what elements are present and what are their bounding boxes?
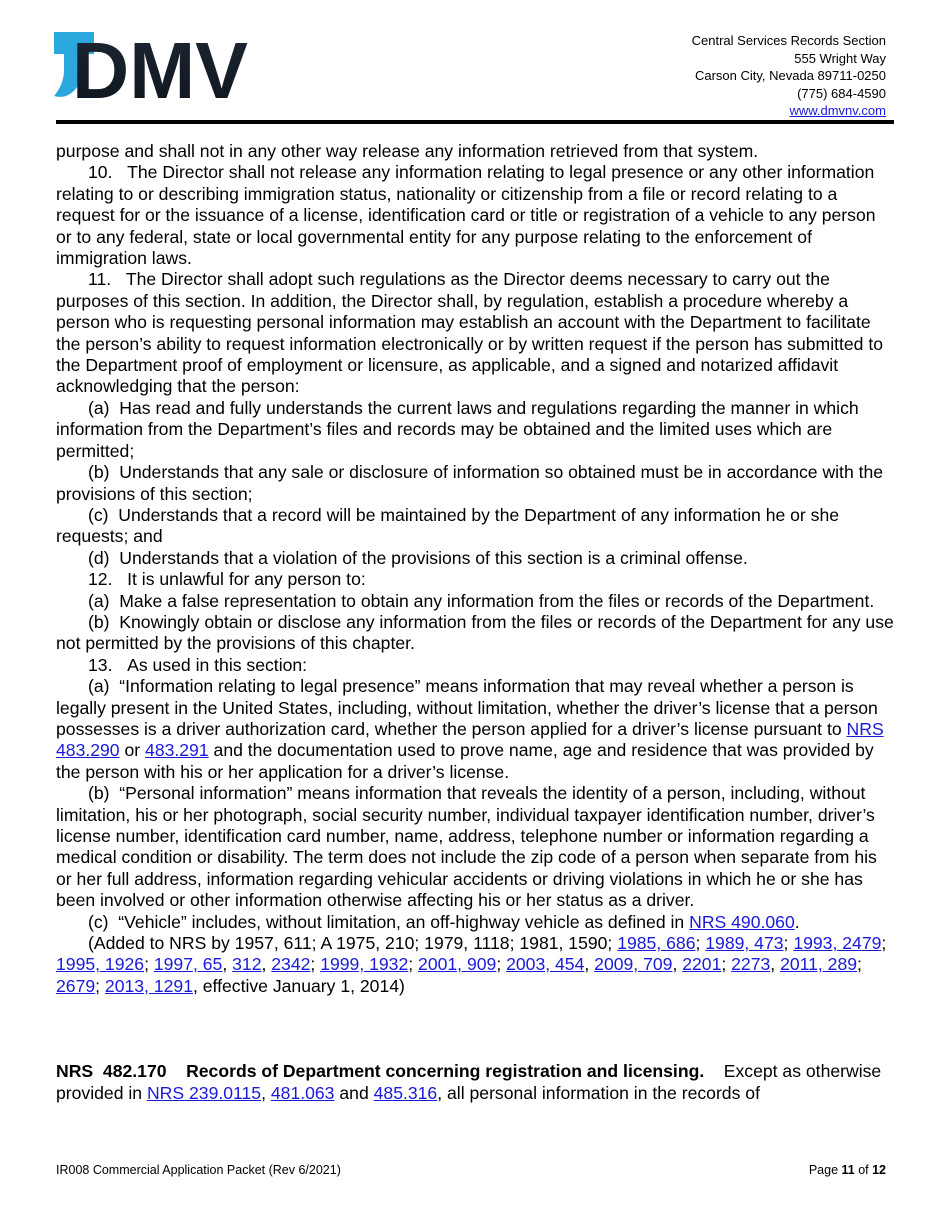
citation-separator: ; <box>857 954 862 975</box>
current-page: 11 <box>841 1163 855 1177</box>
history-note <box>56 933 894 997</box>
text-run: (Added to NRS by 1957, 611; A 1975, 210; 1979, 1118; 1981, 1590; <box>88 933 618 954</box>
text-run: (a) “Information relating to legal presence” means information that may reveal whether a person is legally present in the United States, including, without limitation, whether the driver’s license that a person possesses is a driver authorization card, whether the person applied for a driver’s license pursuant to <box>56 676 878 739</box>
contact-block <box>692 32 886 120</box>
section-heading: NRS 482.170 Records of Department concerning registration and licensing. <box>56 1061 705 1082</box>
text-run: or <box>119 740 146 761</box>
citation-separator: ; <box>310 954 321 975</box>
history-citation-link[interactable]: 2342 <box>271 954 311 975</box>
history-citation-link[interactable]: 312 <box>232 954 262 975</box>
citation-separator: ; <box>95 975 105 996</box>
contact-street: 555 Wright Way <box>794 50 886 66</box>
dmv-logo <box>50 30 250 102</box>
header-rule <box>56 120 894 124</box>
text-run: , effective January 1, 2014) <box>192 975 405 996</box>
citation-separator: ; <box>695 933 706 954</box>
citation-separator: ; <box>783 933 794 954</box>
page-number <box>809 1163 886 1177</box>
nrs-483-290-link[interactable]: NRS 483.290 <box>56 718 884 761</box>
subsection-12a: (a) Make a false representation to obtain any information from the files or records of the Department. <box>88 590 875 611</box>
website-link[interactable]: www.dmvnv.com <box>789 103 886 119</box>
history-citation-link[interactable]: 1985, 686 <box>617 933 696 954</box>
total-pages: 12 <box>872 1163 886 1177</box>
citation-separator: , <box>770 954 781 975</box>
nrs-485-316-link[interactable]: 485.316 <box>373 1082 438 1103</box>
page-footer <box>56 1163 886 1177</box>
history-citation-link[interactable]: 2001, 909 <box>418 954 497 975</box>
history-citation-link[interactable]: 2273 <box>731 954 771 975</box>
page-header <box>0 0 950 125</box>
text-run: (c) “Vehicle” includes, without limitation, an off-highway vehicle as defined in <box>88 911 690 932</box>
subsection-13a <box>56 676 894 783</box>
text-run: , all personal information in the records of <box>437 1082 760 1103</box>
history-citation-link[interactable]: 1999, 1932 <box>320 954 409 975</box>
logo-text: DMV <box>72 30 248 102</box>
subsection-12b: (b) Knowingly obtain or disclose any information from the files or records of the Department for any use not permitted by the provisions of this chapter. <box>56 611 894 654</box>
subsection-12: 12. It is unlawful for any person to: <box>88 569 366 590</box>
history-citation-link[interactable]: 2679 <box>56 975 96 996</box>
nrs-490-060-link[interactable]: NRS 490.060 <box>689 911 795 932</box>
history-citation-link[interactable]: 1993, 2479 <box>793 933 882 954</box>
history-citation-link[interactable]: 1989, 473 <box>705 933 784 954</box>
subsection-11b: (b) Understands that any sale or disclosure of information so obtained must be in accordance with the provisions of this section; <box>56 462 884 504</box>
citation-separator: ; <box>881 933 887 954</box>
subsection-13c <box>56 912 894 933</box>
paragraph-continued: purpose and shall not in any other way release any information retrieved from that system. <box>56 141 759 161</box>
citation-separator: ; <box>144 954 154 975</box>
citation-separator: , <box>261 954 272 975</box>
nrs-481-063-link[interactable]: 481.063 <box>270 1082 335 1103</box>
history-citation-link[interactable]: 2013, 1291 <box>104 975 193 996</box>
subsection-13b: (b) “Personal information” means information that reveals the identity of a person, including, without limitation, his or her photograph, social security number, individual taxpayer identification number, driver’s license number, identification card number, name, address, telephone number or information regarding a medical condition or disability. The term does not include the zip code of a person when separate from his or her full address, information regarding vehicular accidents or driving violations in which he or she has been involved or other information otherwise affecting his or her status as a driver. <box>56 783 877 911</box>
history-citation-link[interactable]: 1995, 1926 <box>56 954 145 975</box>
next-section <box>56 1061 894 1104</box>
subsection-13: 13. As used in this section: <box>88 654 308 675</box>
history-citation-link[interactable]: 2003, 454 <box>506 954 585 975</box>
history-citation-link[interactable]: 2009, 709 <box>594 954 673 975</box>
section-spacer <box>56 997 894 1061</box>
citation-separator: ; <box>408 954 419 975</box>
text-run: . <box>794 911 800 932</box>
page-label: Page <box>808 1163 842 1177</box>
citation-separator: , <box>584 954 595 975</box>
history-citation-link[interactable]: 2011, 289 <box>780 954 858 975</box>
nrs-239-0115-link[interactable]: NRS 239.0115 <box>146 1082 262 1103</box>
contact-phone: (775) 684-4590 <box>797 85 886 101</box>
form-id: IR008 Commercial Application Packet (Rev 6/2021) <box>56 1163 341 1177</box>
of-label: of <box>854 1163 873 1177</box>
text-run: and <box>334 1082 374 1103</box>
text-run: and the documentation used to prove name, age and residence that was provided by the person with his or her application for a driver’s license. <box>56 740 874 782</box>
nrs-483-291-link[interactable]: 483.291 <box>145 740 209 761</box>
history-citation-link[interactable]: 1997, 65 <box>153 954 223 975</box>
statute-text <box>56 141 894 1104</box>
citation-separator: , <box>222 954 233 975</box>
text-run: , <box>261 1082 271 1103</box>
history-citation-link[interactable]: 2201 <box>682 954 722 975</box>
subsection-11: 11. The Director shall adopt such regulations as the Director deems necessary to carry out the purposes of this section. In addition, the Director shall, by regulation, establish a procedure whereby a person who is requesting personal information may establish an account with the Department to facilitate the person’s ability to request information electronically or by written request if the person has submitted to the Department proof of employment or licensure, as applicable, and a signed and notarized affidavit acknowledging that the person: <box>56 269 884 397</box>
citation-separator: ; <box>496 954 507 975</box>
contact-section: Central Services Records Section <box>691 33 886 48</box>
subsection-11c: (c) Understands that a record will be maintained by the Department of any information he or she requests; and <box>56 504 840 547</box>
contact-city: Carson City, Nevada 89711-0250 <box>694 68 886 84</box>
citation-separator: ; <box>721 954 732 975</box>
text-run: Except as otherwise provided in <box>56 1061 882 1103</box>
citation-separator: , <box>672 954 683 975</box>
subsection-11a: (a) Has read and fully understands the current laws and regulations regarding the manner in which information from the Department’s files and records may be obtained and the limited uses which are permitted; <box>56 397 859 461</box>
subsection-10: 10. The Director shall not release any information relating to legal presence or any other information relating to or describing immigration status, nationality or citizenship from a file or record relating to a request for or the issuance of a license, identification card or title or registration of a vehicle to any person or to any federal, state or local governmental entity for any purpose relating to the enforcement of immigration laws. <box>56 162 876 269</box>
subsection-11d: (d) Understands that a violation of the provisions of this section is a criminal offense. <box>88 547 748 568</box>
